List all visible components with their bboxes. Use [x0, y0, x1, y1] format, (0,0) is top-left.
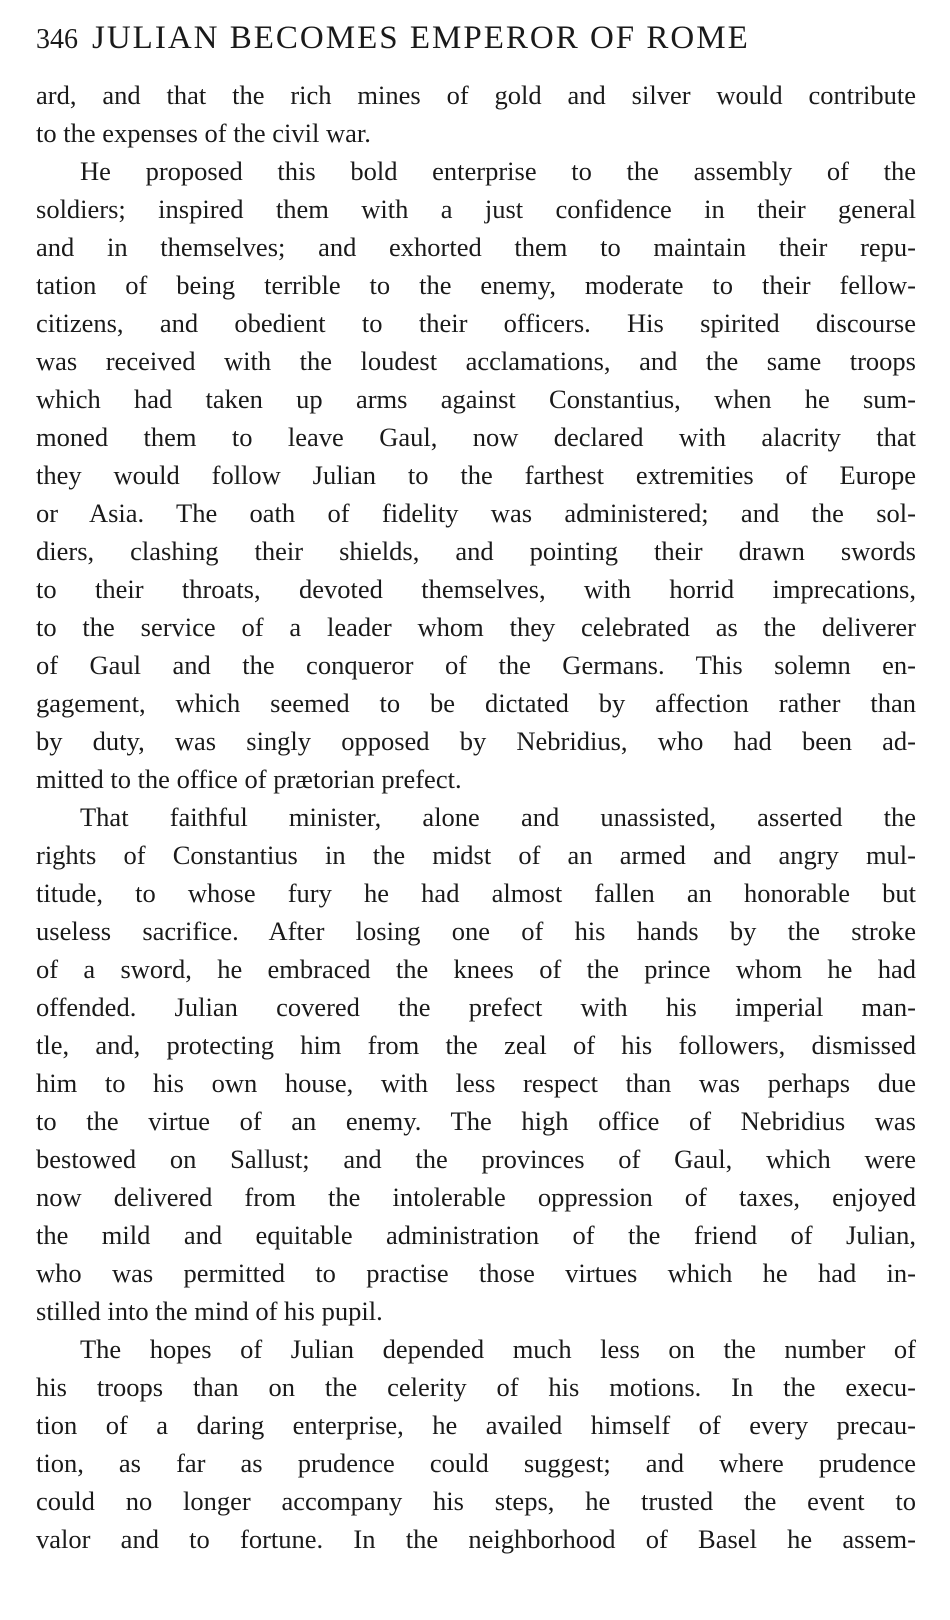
text-line: He proposed this bold enterprise to the assembly of the [80, 156, 916, 186]
text-line: diers, clashing their shields, and pointing their drawn swords [36, 536, 916, 566]
text-line: to the expenses of the civil war. [36, 118, 371, 148]
body-text [36, 76, 916, 1558]
text-line: mitted to the office of prætorian prefect. [36, 764, 462, 794]
text-line: citizens, and obedient to their officers. His spirited discourse [36, 308, 916, 338]
text-line: bestowed on Sallust; and the provinces of Gaul, which were [36, 1144, 916, 1174]
text-line: useless sacrifice. After losing one of his hands by the stroke [36, 916, 916, 946]
text-line: of Gaul and the conqueror of the Germans. This solemn en- [36, 650, 916, 680]
text-line: him to his own house, with less respect than was perhaps due [36, 1068, 916, 1098]
text-line: tle, and, protecting him from the zeal of his followers, dismissed [36, 1030, 916, 1060]
text-line: That faithful minister, alone and unassisted, asserted the [80, 802, 916, 832]
text-line: to the virtue of an enemy. The high office of Nebridius was [36, 1106, 916, 1136]
text-line: to the service of a leader whom they celebrated as the deliverer [36, 612, 916, 642]
text-line: tion of a daring enterprise, he availed himself of every precau- [36, 1410, 916, 1440]
text-line: offended. Julian covered the prefect with his imperial man- [36, 992, 916, 1022]
text-line: ard, and that the rich mines of gold and silver would contribute [36, 80, 916, 110]
text-line: they would follow Julian to the farthest extremities of Europe [36, 460, 916, 490]
text-line: could no longer accompany his steps, he trusted the event to [36, 1486, 916, 1516]
text-line: moned them to leave Gaul, now declared with alacrity that [36, 422, 916, 452]
running-title: JULIAN BECOMES EMPEROR OF ROME [92, 20, 750, 56]
text-line: soldiers; inspired them with a just confidence in their general [36, 194, 916, 224]
text-line: by duty, was singly opposed by Nebridius, who had been ad- [36, 726, 916, 756]
text-line: stilled into the mind of his pupil. [36, 1296, 383, 1326]
text-line: to their throats, devoted themselves, with horrid imprecations, [36, 574, 916, 604]
text-line: and in themselves; and exhorted them to maintain their repu- [36, 232, 916, 262]
text-line: tion, as far as prudence could suggest; and where prudence [36, 1448, 916, 1478]
text-line: valor and to fortune. In the neighborhood of Basel he assem- [36, 1524, 916, 1554]
text-line: of a sword, he embraced the knees of the prince whom he had [36, 954, 916, 984]
book-page [36, 20, 916, 1558]
text-line: was received with the loudest acclamations, and the same troops [36, 346, 916, 376]
page-number: 346 [36, 24, 78, 55]
text-line: rights of Constantius in the midst of an armed and angry mul- [36, 840, 916, 870]
text-line: tation of being terrible to the enemy, moderate to their fellow- [36, 270, 916, 300]
text-line: or Asia. The oath of fidelity was administered; and the sol- [36, 498, 916, 528]
text-line: gagement, which seemed to be dictated by affection rather than [36, 688, 916, 718]
text-line: now delivered from the intolerable oppression of taxes, enjoyed [36, 1182, 916, 1212]
text-line: who was permitted to practise those virtues which he had in- [36, 1258, 916, 1288]
text-line: The hopes of Julian depended much less on the number of [80, 1334, 916, 1364]
text-line: which had taken up arms against Constantius, when he sum- [36, 384, 916, 414]
text-line: the mild and equitable administration of the friend of Julian, [36, 1220, 916, 1250]
text-line: his troops than on the celerity of his motions. In the execu- [36, 1372, 916, 1402]
running-head [36, 20, 916, 76]
text-line: titude, to whose fury he had almost fallen an honorable but [36, 878, 916, 908]
